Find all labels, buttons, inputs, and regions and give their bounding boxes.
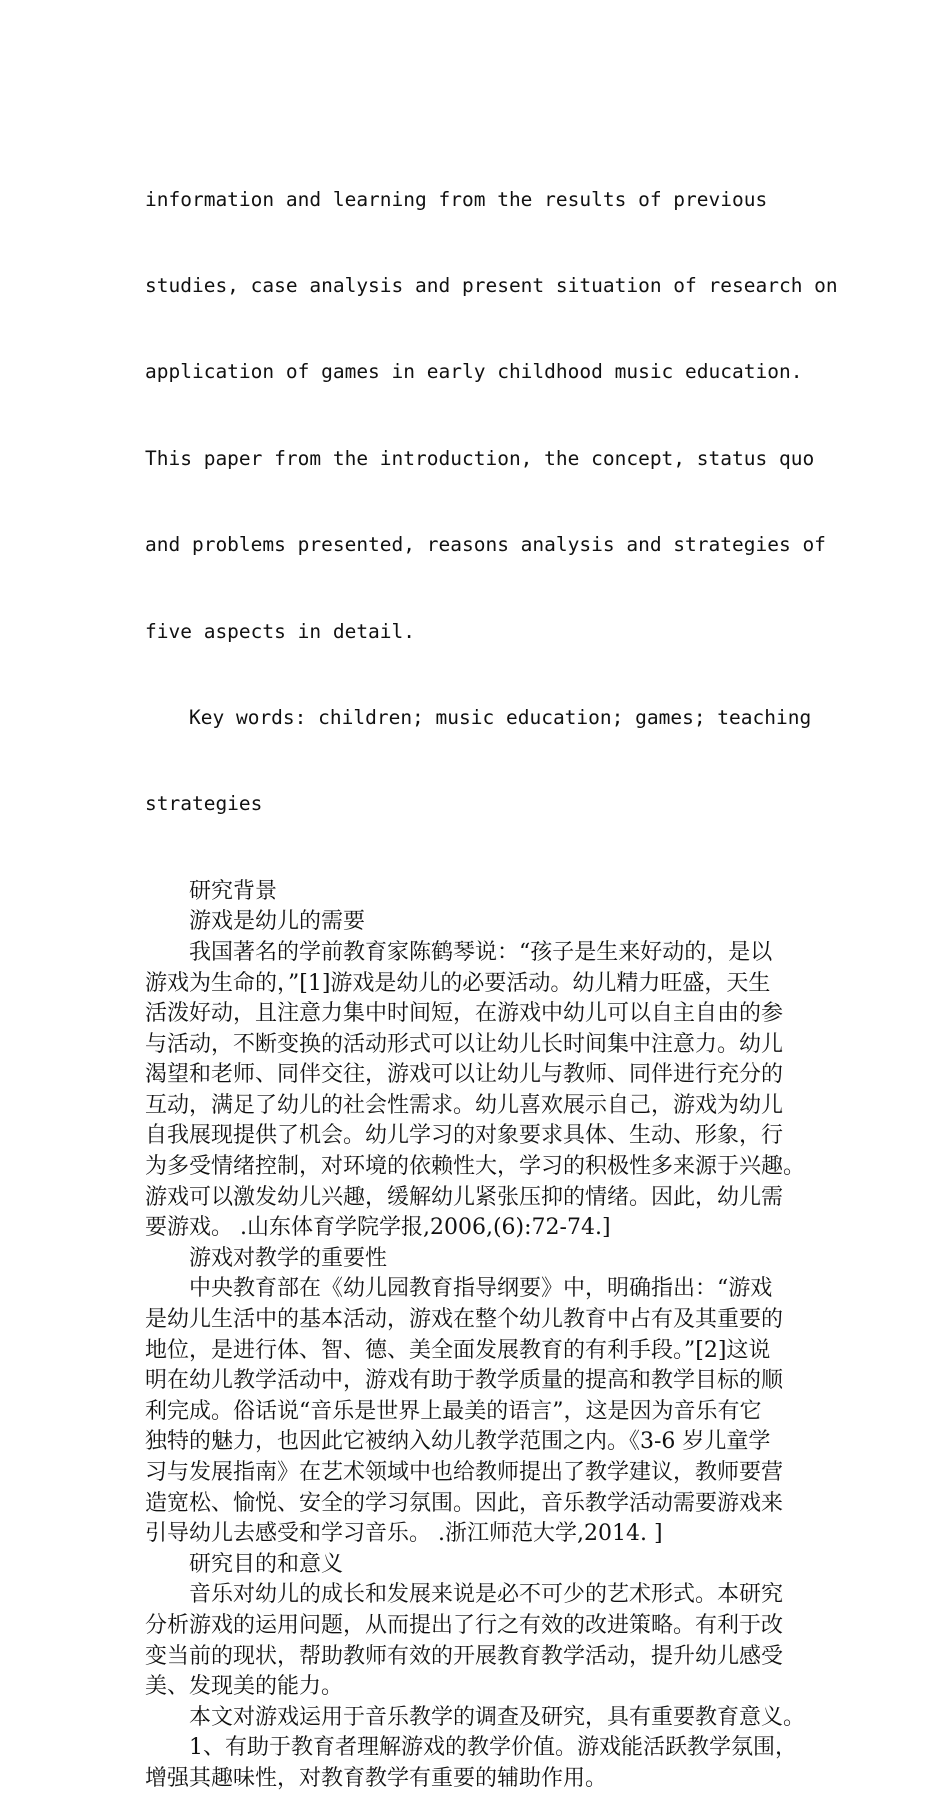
paragraph-line: 音乐对幼儿的成长和发展来说是必不可少的艺术形式。本研究 bbox=[189, 1582, 784, 1608]
paragraph-line: 游戏可以激发幼儿兴趣，缓解幼儿紧张压抑的情绪。因此，幼儿需 bbox=[145, 1184, 784, 1210]
abstract-line: information and learning from the results of previous bbox=[145, 187, 768, 211]
keywords-line: strategies bbox=[145, 792, 263, 816]
paragraph-line: 我国著名的学前教育家陈鹤琴说：“孩子是生来好动的，是以 bbox=[189, 939, 773, 965]
paragraph-line: 要游戏。 .山东体育学院学报,2006,(6):72-74.] bbox=[145, 1215, 611, 1241]
paragraph-line: 美、发现美的能力。 bbox=[145, 1674, 344, 1700]
paragraph-line: 互动，满足了幼儿的社会性需求。幼儿喜欢展示自己，游戏为幼儿 bbox=[145, 1092, 784, 1118]
list-item-line: 1、有助于教育者理解游戏的教学价值。游戏能活跃教学氛围， bbox=[189, 1735, 797, 1761]
paragraph-line: 与活动，不断变换的活动形式可以让幼儿长时间集中注意力。幼儿 bbox=[145, 1031, 784, 1057]
abstract-line: five aspects in detail. bbox=[145, 619, 416, 643]
paragraph-line: 明在幼儿教学活动中，游戏有助于教学质量的提高和教学目标的顺 bbox=[145, 1368, 784, 1394]
paragraph-line: 自我展现提供了机会。幼儿学习的对象要求具体、生动、形象，行 bbox=[145, 1123, 784, 1149]
paragraph-line: 造宽松、愉悦、安全的学习氛围。因此，音乐教学活动需要游戏来 bbox=[145, 1490, 784, 1516]
english-abstract bbox=[145, 128, 838, 877]
paragraph-line: 为多受情绪控制，对环境的依赖性大，学习的积极性多来源于兴趣。 bbox=[145, 1154, 806, 1180]
paragraph-line: 变当前的现状，帮助教师有效的开展教育教学活动，提升幼儿感受 bbox=[145, 1643, 784, 1669]
paragraph-line: 是幼儿生活中的基本活动，游戏在整个幼儿教育中占有及其重要的 bbox=[145, 1307, 784, 1333]
paragraph-line: 分析游戏的运用问题，从而提出了行之有效的改进策略。有利于改 bbox=[145, 1612, 784, 1638]
paragraph-line: 本文对游戏运用于音乐教学的调查及研究，具有重要教育意义。 bbox=[189, 1704, 806, 1730]
paragraph-line: 地位，是进行体、智、德、美全面发展教育的有利手段。”[2]这说 bbox=[145, 1337, 771, 1363]
abstract-line: studies, case analysis and present situation of research on bbox=[145, 273, 838, 297]
section-heading: 研究背景 bbox=[189, 878, 278, 904]
abstract-line: This paper from the introduction, the concept, status quo bbox=[145, 446, 815, 470]
paragraph-line: 渴望和老师、同伴交往，游戏可以让幼儿与教师、同伴进行充分的 bbox=[145, 1062, 784, 1088]
subsection-heading: 研究目的和意义 bbox=[189, 1551, 344, 1577]
paragraph-line: 中央教育部在《幼儿园教育指导纲要》中，明确指出：“游戏 bbox=[189, 1276, 773, 1302]
subsection-heading: 游戏是幼儿的需要 bbox=[189, 909, 366, 935]
abstract-line: and problems presented, reasons analysis and strategies of bbox=[145, 533, 826, 557]
abstract-line: application of games in early childhood music education. bbox=[145, 360, 803, 384]
subsection-heading: 游戏对教学的重要性 bbox=[189, 1245, 388, 1271]
keywords-line: Key words: children; music education; games; teaching bbox=[189, 705, 812, 729]
page-content bbox=[145, 128, 838, 1795]
paragraph-line: 习与发展指南》在艺术领域中也给教师提出了教学建议，教师要营 bbox=[145, 1460, 784, 1485]
chinese-body bbox=[145, 877, 810, 1795]
paragraph-line: 活泼好动，且注意力集中时间短，在游戏中幼儿可以自主自由的参 bbox=[145, 1001, 784, 1027]
list-item-line: 增强其趣味性，对教育教学有重要的辅助作用。 bbox=[145, 1765, 608, 1791]
paragraph-line: 引导幼儿去感受和学习音乐。 .浙江师范大学,2014. ] bbox=[145, 1521, 663, 1547]
paragraph-line: 独特的魅力，也因此它被纳入幼儿教学范围之内。《3-6 岁儿童学 bbox=[145, 1429, 771, 1455]
paragraph-line: 利完成。俗话说“音乐是世界上最美的语言”，这是因为音乐有它 bbox=[145, 1398, 762, 1424]
paragraph-line: 游戏为生命的，”[1]游戏是幼儿的必要活动。幼儿精力旺盛，天生 bbox=[145, 970, 771, 996]
